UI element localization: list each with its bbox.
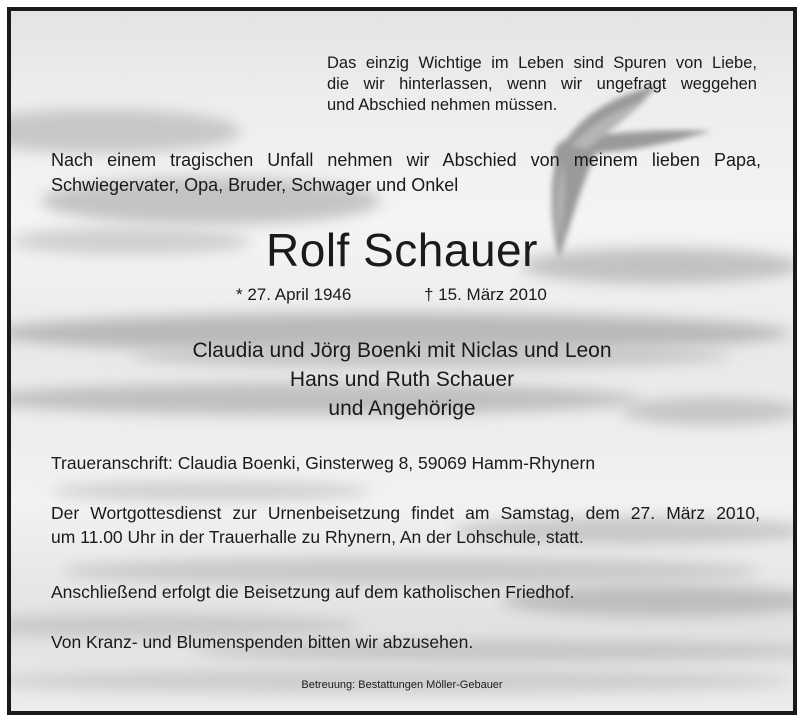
obituary-notice [7, 7, 797, 715]
service-line: Der Wortgottesdienst zur Urnenbeisetzung findet am Samstag, dem 27. März 2010, [51, 503, 760, 523]
motto-quote [327, 53, 757, 116]
motto-line: Das einzig Wichtige im Leben sind Spuren von Liebe, [327, 54, 757, 72]
flowers-note: Von Kranz- und Blumenspenden bitten wir abzusehen. [51, 632, 474, 652]
burial-info: Anschließend erfolgt die Beisetzung auf dem katholischen Friedhof. [51, 582, 575, 602]
intro-line: Schwiegervater, Opa, Bruder, Schwager und Onkel [51, 175, 459, 195]
mourning-address: Traueranschrift: Claudia Boenki, Ginsterweg 8, 59069 Hamm-Rhynern [51, 453, 596, 473]
intro-text [51, 148, 761, 198]
intro-line: Nach einem tragischen Unfall nehmen wir Abschied von meinem lieben Papa, [51, 150, 761, 170]
service-info [51, 501, 760, 549]
deceased-name: Rolf Schauer [266, 224, 538, 276]
birth-date: * 27. April 1946 [236, 285, 352, 304]
death-date: † 15. März 2010 [424, 285, 547, 304]
mourner-line: Claudia und Jörg Boenki mit Niclas und Leon [192, 339, 612, 362]
motto-line: und Abschied nehmen müssen. [327, 96, 558, 114]
service-line: um 11.00 Uhr in der Trauerhalle zu Rhynern, An der Lohschule, statt. [51, 527, 584, 547]
mourner-line: Hans und Ruth Schauer [289, 368, 515, 391]
mourners-list [11, 336, 793, 423]
motto-line: die wir hinterlassen, wenn wir ungefragt weggehen [327, 75, 757, 93]
mourner-line: und Angehörige [328, 397, 476, 420]
funeral-home-credit: Betreuung: Bestattungen Möller-Gebauer [301, 679, 503, 691]
